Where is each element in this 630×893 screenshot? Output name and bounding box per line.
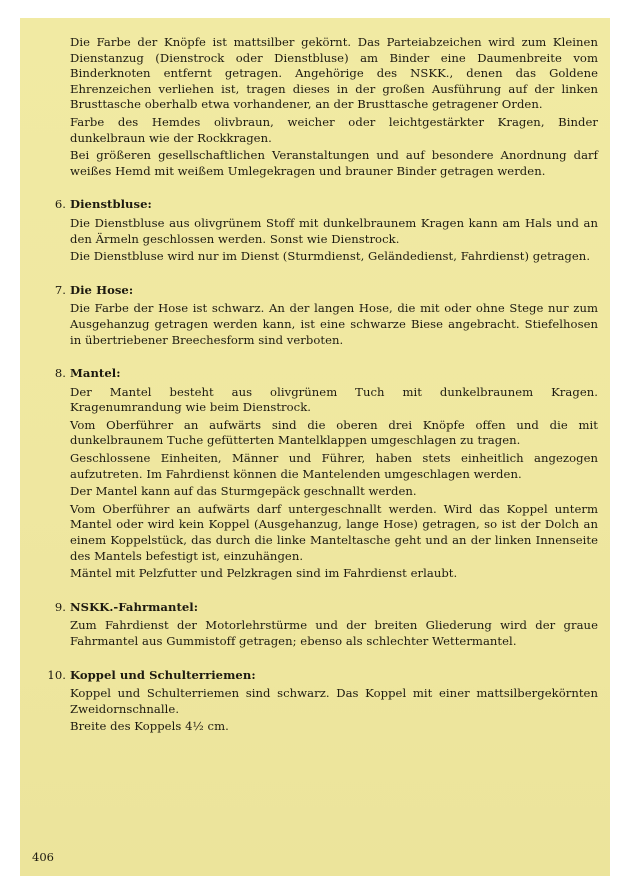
section-mantel <box>32 366 598 582</box>
intro-block <box>32 35 598 179</box>
section-dienstbluse <box>32 197 598 264</box>
section-paragraph: Koppel und Schulterriemen sind schwarz. Das Koppel mit einer mattsilbergekörnten Zweidornschnalle. <box>70 686 598 716</box>
page-number: 406 <box>32 850 54 864</box>
section-number: 7. <box>54 282 66 297</box>
section-paragraph: Vom Oberführer an aufwärts sind die oberen drei Knöpfe offen und die mit dunkelbraunem Tuche gefütterten Mantelklappen umgeschlagen zu tragen. <box>70 417 598 448</box>
section-heading <box>32 197 598 213</box>
section-number: 10. <box>47 667 66 682</box>
section-koppel <box>32 668 598 735</box>
section-number: 9. <box>54 599 66 614</box>
section-heading <box>32 366 598 382</box>
section-number: 8. <box>54 366 66 381</box>
section-heading <box>32 668 598 684</box>
intro-paragraph: Die Farbe der Knöpfe ist mattsilber gekörnt. Das Parteiabzeichen wird zum Kleinen Dienstanzug (Dienstrock oder Dienstbluse) am Binder eine Daumenbreite vom Binderknoten entfernt getragen. Angehörige des NSKK., denen das Goldene Ehrenzeichen verliehen ist, tragen dieses in der großen Ausführung auf der linken Brusttasche oberhalb etwa vorhandener, an der Brusttasche getragener Orden. <box>70 35 598 112</box>
section-fahrmantel <box>32 600 598 650</box>
section-paragraph: Der Mantel besteht aus olivgrünem Tuch mit dunkelbraunem Kragen. Kragenumrandung wie beim Dienstrock. <box>70 384 598 415</box>
intro-paragraph: Bei größeren gesellschaftlichen Veranstaltungen und auf besondere Anordnung darf weißes Hemd mit weißem Umlegekragen und brauner Binder getragen werden. <box>70 148 598 178</box>
section-title: Dienstbluse: <box>70 197 152 212</box>
page-body <box>32 35 598 737</box>
section-heading <box>32 600 598 616</box>
book-page <box>20 18 610 876</box>
section-paragraph: Die Dienstbluse aus olivgrünem Stoff mit dunkelbraunem Kragen kann am Hals und an den Ärmeln geschlossen werden. Sonst wie Dienstrock. <box>70 215 598 246</box>
section-title: NSKK.-Fahrmantel: <box>70 599 199 614</box>
section-hose <box>32 283 598 348</box>
section-title: Die Hose: <box>70 282 134 297</box>
section-paragraph: Die Dienstbluse wird nur im Dienst (Sturmdienst, Geländedienst, Fahrdienst) getragen. <box>70 249 591 264</box>
intro-paragraph: Farbe des Hemdes olivbraun, weicher oder leichtgestärkter Kragen, Binder dunkelbraun wie der Rockkragen. <box>70 114 598 145</box>
section-number: 6. <box>54 197 66 212</box>
section-paragraph: Breite des Koppels 4½ cm. <box>70 719 229 734</box>
section-paragraph: Mäntel mit Pelzfutter und Pelzkragen sind im Fahrdienst erlaubt. <box>70 566 458 581</box>
section-paragraph: Der Mantel kann auf das Sturmgepäck geschnallt werden. <box>70 484 417 499</box>
section-paragraph: Geschlossene Einheiten, Männer und Führer, haben stets einheitlich angezogen aufzutreten. Im Fahrdienst können die Mantelenden umgeschlagen werden. <box>70 451 598 481</box>
section-heading <box>32 283 598 299</box>
section-title: Mantel: <box>70 366 121 381</box>
section-paragraph: Zum Fahrdienst der Motorlehrstürme und der breiten Gliederung wird der graue Fahrmantel aus Gummistoff getragen; ebenso als schlechter Wettermantel. <box>70 618 598 648</box>
section-title: Koppel und Schulterriemen: <box>70 667 256 682</box>
section-paragraph: Die Farbe der Hose ist schwarz. An der langen Hose, die mit oder ohne Stege nur zum Ausgehanzug getragen werden kann, ist eine schwarze Biese angebracht. Stiefelhosen in übertriebener Breechesform sind verboten. <box>70 301 598 347</box>
section-paragraph: Vom Oberführer an aufwärts darf untergeschnallt werden. Wird das Koppel unterm Mantel oder wird kein Koppel (Ausgehanzug, lange Hose) getragen, so ist der Dolch an einem Koppelstück, das durch die linke Manteltasche geht und an der linken Innenseite des Mantels befestigt ist, einzuhängen. <box>70 501 598 563</box>
